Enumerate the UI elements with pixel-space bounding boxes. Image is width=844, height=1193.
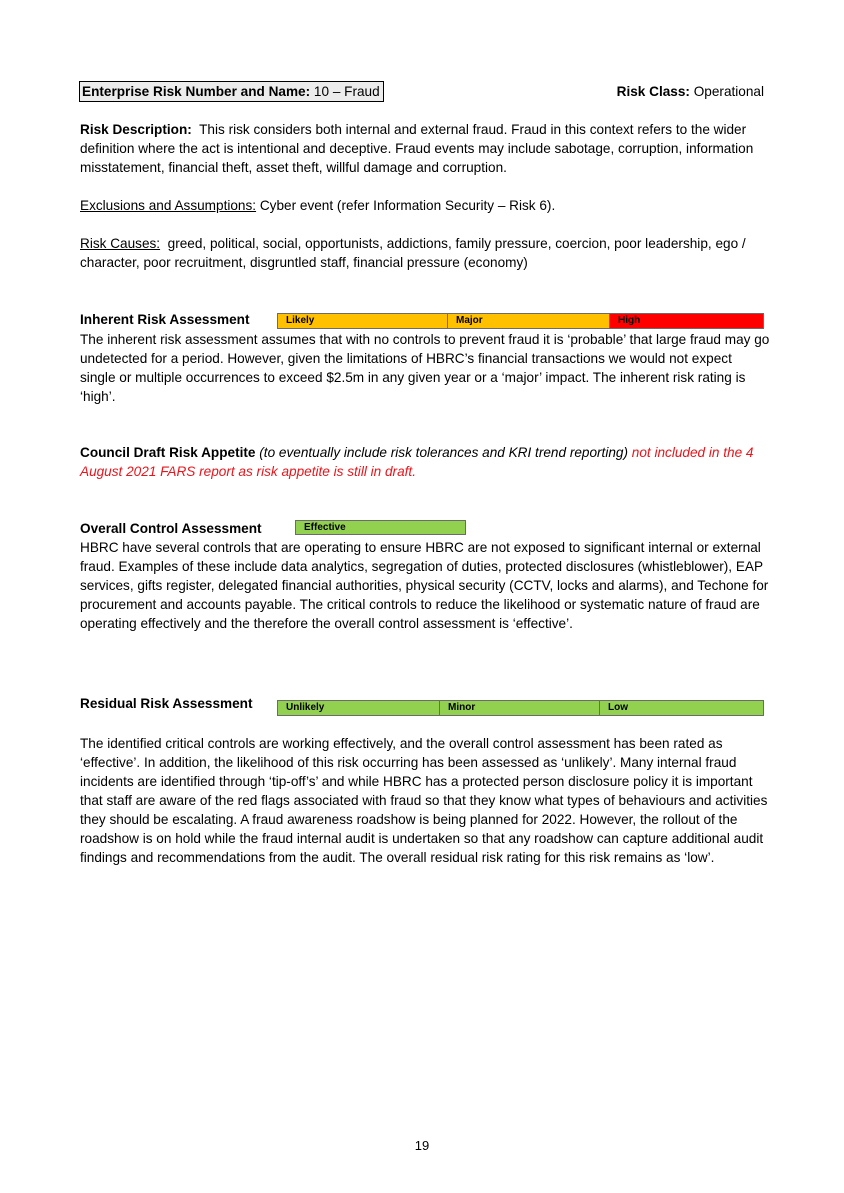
- residual-risk-title: Residual Risk Assessment: [80, 696, 253, 711]
- risk-description-text: This risk considers both internal and external fraud. Fraud in this context refers to the wider definition where the act is intentional and deceptive. Fraud events may include sabotage, corruption, information misstatement, financial theft, asset theft, willful damage and corruption.: [80, 122, 754, 175]
- risk-causes-text: greed, political, social, opportunists, addictions, family pressure, coercion, poor leadership, ego / character, poor recruitment, disgruntled staff, financial pressure (economy): [80, 236, 746, 270]
- page-number: 19: [414, 1138, 430, 1153]
- risk-appetite-italic-note: (to eventually include risk tolerances and KRI trend reporting): [259, 445, 628, 460]
- risk-causes: [80, 234, 770, 272]
- inherent-risk-text: The inherent risk assessment assumes that with no controls to prevent fraud it is ‘probable’ that large fraud may go undetected for a period. However, given the limitations of HBRC’s financial transactions we would not expect single or multiple occurrences to exceed $2.5m in any given year or a ‘major’ impact. The inherent risk rating is ‘high’.: [80, 332, 770, 404]
- control-rating-bar: [295, 520, 466, 535]
- inherent-rating-bar: [277, 313, 764, 329]
- control-assessment-text: HBRC have several controls that are operating to ensure HBRC are not exposed to significant internal or external fraud. Examples of these include data analytics, segregation of duties, protected disclosures (whistleblower), EAP services, gifts register, delegated financial authorities, physical security (CCTV, locks and alarms), and Techone for procurement and accounts payable. The critical controls to reduce the likelihood or systematic nature of fraud are operating effectively and the therefore the overall control assessment is ‘effective’.: [80, 540, 769, 631]
- residual-impact-cell: Minor: [440, 701, 600, 715]
- inherent-risk-title: Inherent Risk Assessment: [80, 312, 250, 327]
- control-rating-cell: Effective: [296, 521, 465, 534]
- exclusions-label: Exclusions and Assumptions:: [80, 198, 257, 213]
- risk-number-name-value: 10 – Fraud: [313, 84, 380, 99]
- risk-class: [617, 82, 764, 101]
- inherent-impact-cell: Major: [448, 314, 610, 328]
- risk-appetite: [80, 443, 770, 481]
- risk-appetite-red-note: not included in the 4 August 2021 FARS report as risk appetite is still in draft.: [80, 445, 754, 479]
- control-assessment-title: Overall Control Assessment: [80, 521, 262, 536]
- risk-number-name-label: Enterprise Risk Number and Name:: [82, 84, 311, 99]
- risk-causes-label: Risk Causes:: [80, 236, 161, 251]
- inherent-rating-cell: High: [610, 314, 763, 328]
- residual-rating-cell: Low: [600, 701, 763, 715]
- risk-description: [80, 120, 770, 177]
- exclusions-text: Cyber event (refer Information Security – Risk 6).: [259, 198, 556, 213]
- residual-rating-bar: [277, 700, 764, 716]
- risk-class-label: Risk Class:: [616, 84, 690, 99]
- risk-class-value: Operational: [693, 84, 764, 99]
- risk-number-name-box: [79, 81, 384, 102]
- exclusions-assumptions: [80, 196, 770, 215]
- inherent-likelihood-cell: Likely: [278, 314, 448, 328]
- residual-likelihood-cell: Unlikely: [278, 701, 440, 715]
- risk-description-label: Risk Description:: [80, 122, 192, 137]
- residual-risk-text: The identified critical controls are working effectively, and the overall control assessment has been rated as ‘effective’. In addition, the likelihood of this risk occurring has been assessed as ‘unlikely’. Many internal fraud incidents are identified through ‘tip-off’s’ and while HBRC has a protected person disclosure policy it is important that staff are aware of the red flags associated with fraud so that they know what types of behaviours and activities they should be escalating. A fraud awareness roadshow is being planned for 2022. However, the rollout of the roadshow is on hold while the fraud internal audit is undertaken so that any roadshow can capture additional audit findings and recommendations from the audit. The overall residual risk rating for this risk remains as ‘low’.: [80, 736, 768, 865]
- risk-appetite-title: Council Draft Risk Appetite: [80, 445, 256, 460]
